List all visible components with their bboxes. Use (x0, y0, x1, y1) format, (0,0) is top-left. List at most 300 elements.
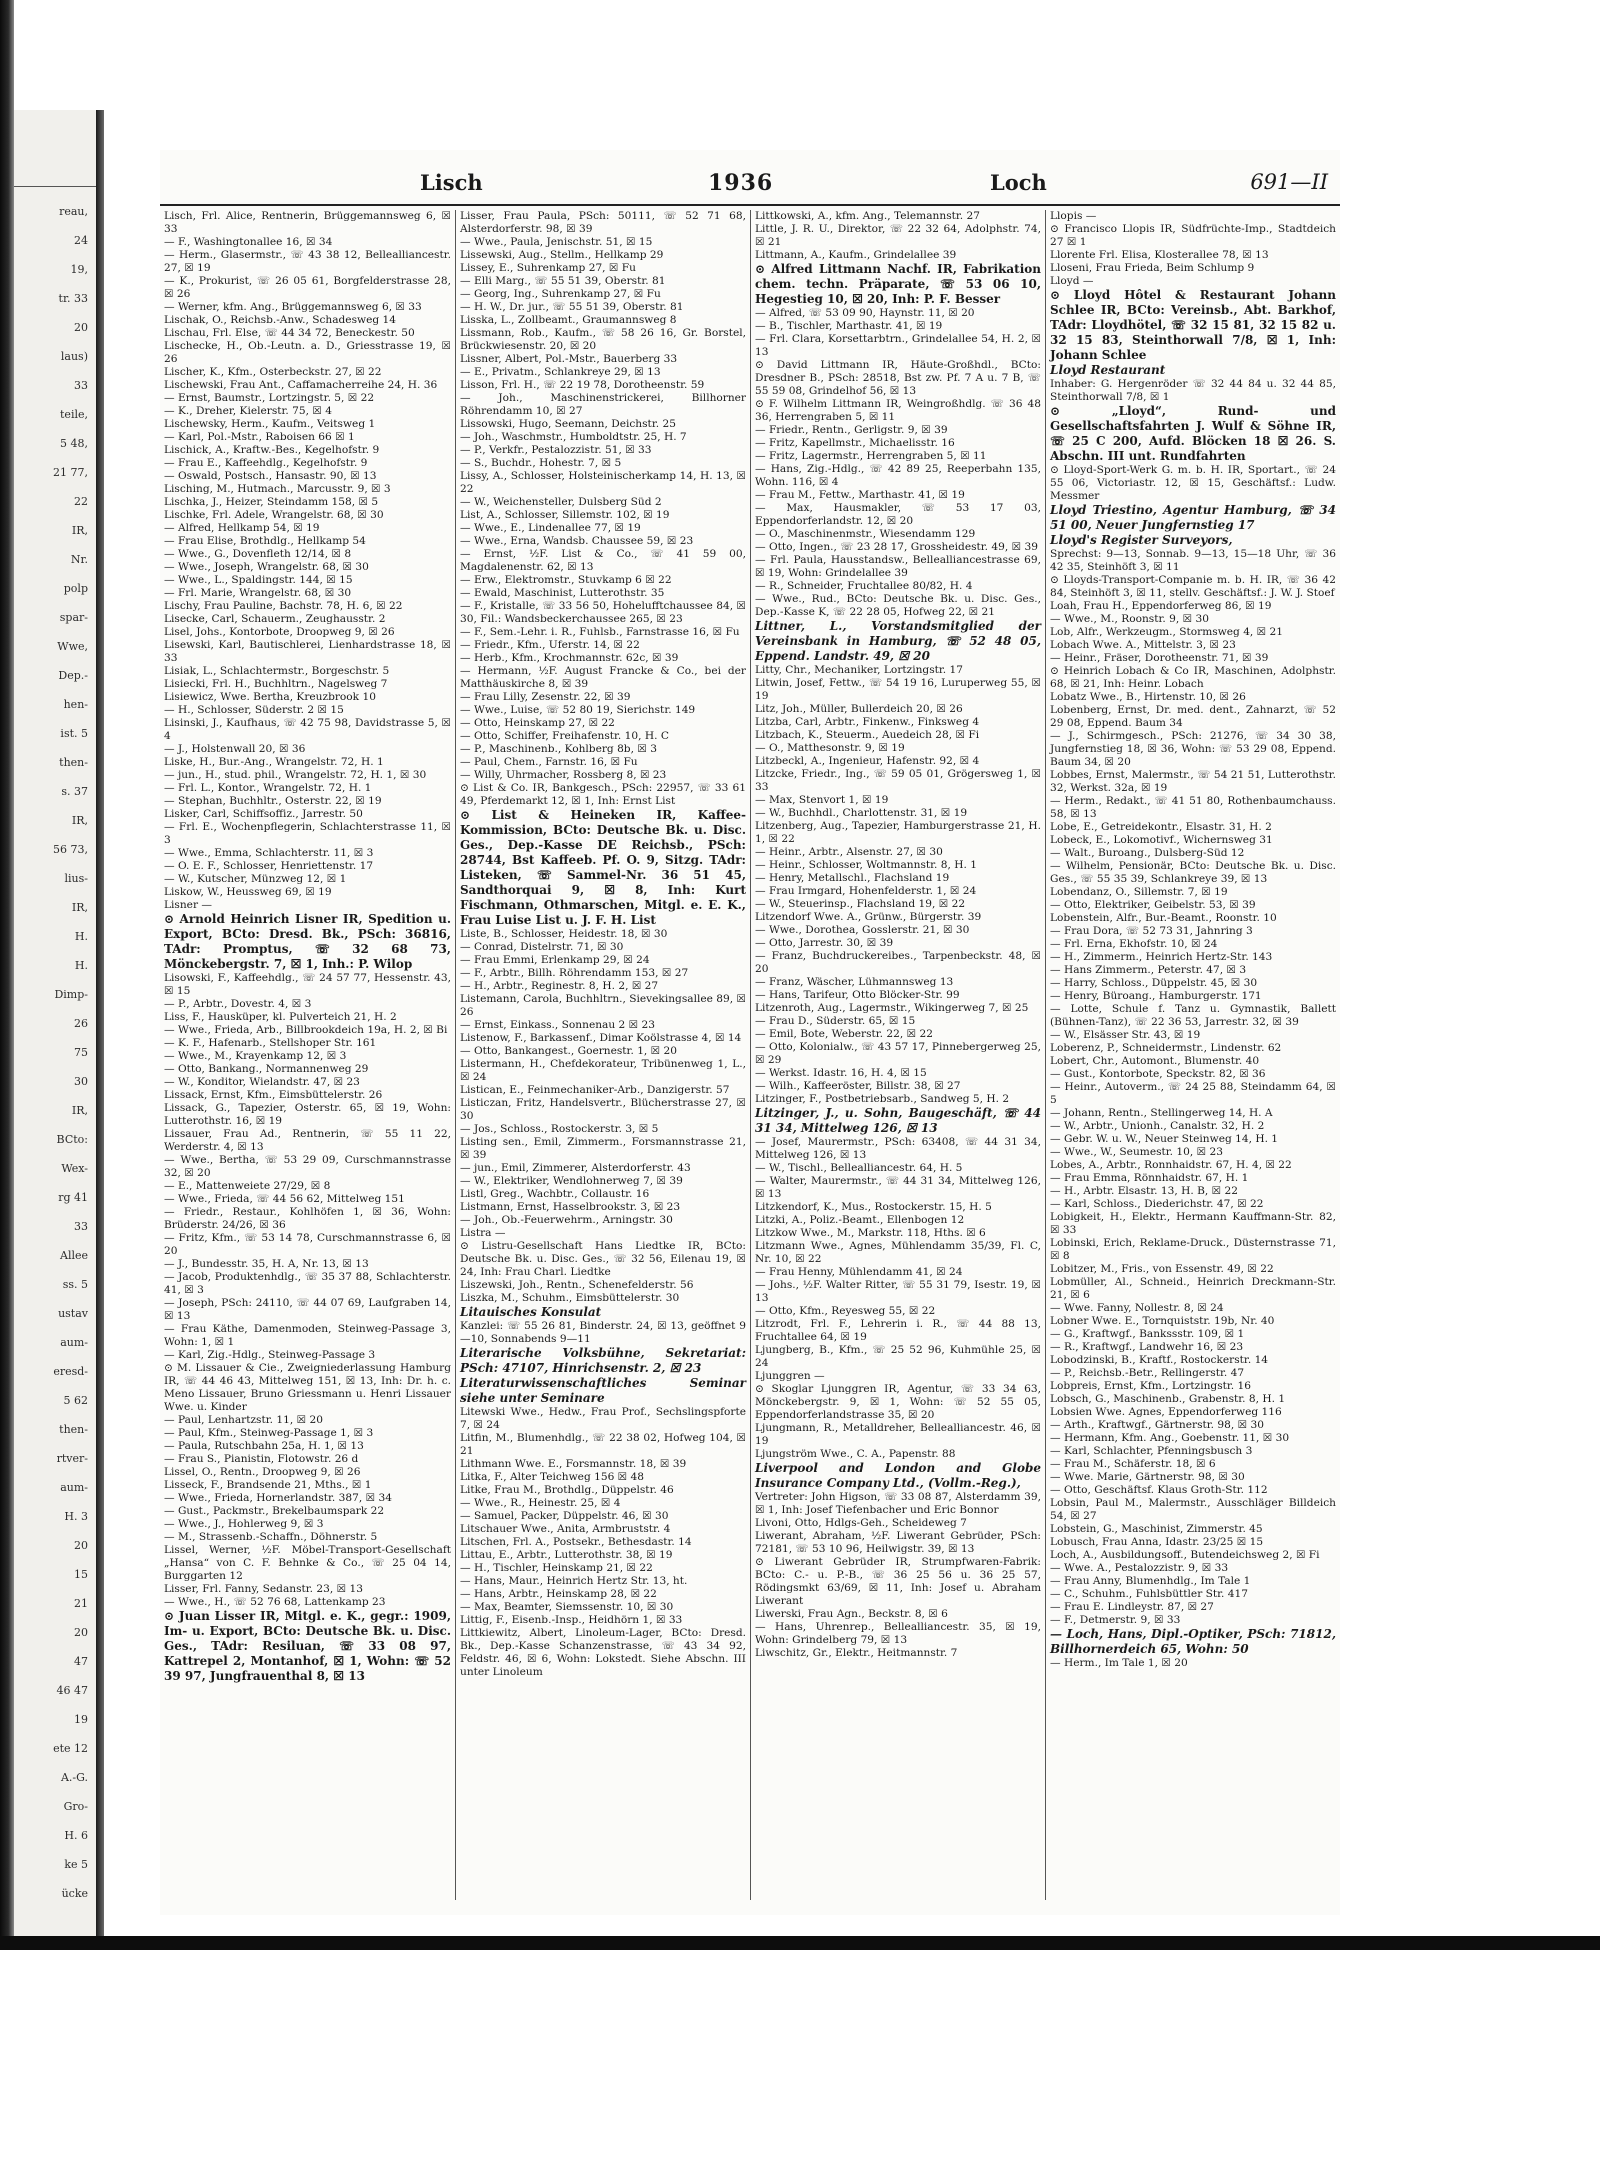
directory-entry: Lisel, Johs., Kontorbote, Droopweg 9, ☒ 26 (164, 626, 395, 638)
directory-entry: — Frau Käthe, Damenmoden, Steinweg-Passage 3, Wohn: 1, ☒ 1 (164, 1323, 451, 1348)
directory-entry: Liszewski, Joh., Rentn., Schenefelderstr. 56 (460, 1279, 694, 1291)
directory-entry: Lisiak, L., Schlachtermstr., Borgeschstr. 5 (164, 665, 390, 677)
previous-page-fragment: Dimp- (54, 988, 88, 1001)
directory-entry: — Joseph, PSch: 24110, ☏ 44 07 69, Laufgraben 14, ☒ 13 (164, 1297, 451, 1322)
directory-entry: ⊙ Alfred Littmann Nachf. IR, Fabrikation chem. techn. Präparate, ☏ 53 06 10, Hegestieg 10, ☒ 20, Inh: P. F. Besser (755, 262, 1041, 306)
directory-entry: — Gebr. W. u. W., Neuer Steinweg 14, H. 1 (1050, 1133, 1279, 1145)
previous-page-fragment: 22 (74, 495, 88, 508)
previous-page-fragment: ustav (58, 1307, 88, 1320)
previous-page-fragment: ücke (61, 1887, 88, 1900)
directory-entry: — Joh., Maschinenstrickerei, Billhorner Röhrendamm 10, ☒ 27 (460, 392, 746, 417)
directory-entry: — Ernst, Einkass., Sonnenau 2 ☒ 23 (460, 1019, 655, 1031)
directory-entry: ⊙ List & Co. IR, Bankgesch., PSch: 22957, ☏ 33 61 49, Pferdemarkt 12, ☒ 1, Inh: Ernst List (460, 782, 746, 807)
directory-entry: Litzenberg, Aug., Tapezier, Hamburgerstrasse 21, H. 1, ☒ 22 (755, 820, 1041, 845)
directory-entry: — Otto, Bankangest., Goernestr. 1, ☒ 20 (460, 1045, 678, 1057)
previous-page-fragment: Wex- (61, 1162, 88, 1175)
directory-entry: — Karl, Pol.-Mstr., Raboisen 66 ☒ 1 (164, 431, 355, 443)
directory-entry: Listra — (460, 1227, 506, 1239)
directory-entry: ⊙ David Littmann IR, Häute-Großhdl., BCto: Dresdner B., PSch: 28518, Bst zw. Pf. 7 A u. 7 B, ☏ 55 59 08, Grindelhof 56, ☒ 13 (755, 359, 1041, 397)
directory-entry: — Frl. E., Wochenpflegerin, Schlachterstrasse 11, ☒ 3 (164, 821, 451, 846)
directory-page (160, 150, 1340, 1915)
directory-entry: Lischke, Frl. Adele, Wrangelstr. 68, ☒ 30 (164, 509, 384, 521)
directory-entry: — Gust., Packmstr., Brekelbaumspark 22 (164, 1505, 385, 1517)
previous-page-fragment: 46 47 (56, 1684, 88, 1697)
directory-entry: Litzba, Carl, Arbtr., Finkenw., Finksweg 4 (755, 716, 980, 728)
directory-entry: — Frl. Clara, Korsettarbtrn., Grindelallee 54, H. 2, ☒ 13 (755, 333, 1041, 358)
previous-page-fragment: 24 (74, 234, 88, 247)
directory-entry: Ljungström Wwe., C. A., Papenstr. 88 (755, 1448, 956, 1460)
column-1 (160, 210, 455, 1900)
directory-entry: Lobmüller, Al., Schneid., Heinrich Dreckmann-Str. 21, ☒ 6 (1050, 1276, 1336, 1301)
previous-page-fragment: aum- (60, 1336, 88, 1349)
directory-entry: List, A., Schlosser, Sillemstr. 102, ☒ 19 (460, 509, 670, 521)
directory-entry: — Georg, Ing., Suhrenkamp 27, ☒ Fu (460, 288, 661, 300)
previous-page-fragment: 75 (74, 1046, 88, 1059)
directory-entry: — jun., H., stud. phil., Wrangelstr. 72, H. 1, ☒ 30 (164, 769, 427, 781)
directory-entry: — Wilh., Kaffeeröster, Billstr. 38, ☒ 27 (755, 1080, 961, 1092)
previous-page-fragment: IR, (71, 901, 88, 914)
directory-entry: — Friedr., Restaur., Kohlhöfen 1, ☒ 36, Wohn: Brüderstr. 24/26, ☒ 36 (164, 1206, 451, 1231)
directory-entry: — O., Matthesonstr. 9, ☒ 19 (755, 742, 905, 754)
directory-entry: Lloyd Restaurant (1050, 363, 1166, 377)
directory-entry: Lischewski, Frau Ant., Caffamacherreihe 24, H. 36 (164, 379, 438, 391)
directory-entry: — Arth., Kraftwgf., Gärtnerstr. 98, ☒ 30 (1050, 1419, 1264, 1431)
directory-entry: — Johs., ½F. Walter Ritter, ☏ 55 31 79, Isestr. 19, ☒ 13 (755, 1279, 1041, 1304)
directory-entry: Littig, F., Eisenb.-Insp., Heidhörn 1, ☒ 33 (460, 1614, 683, 1626)
directory-entry: — J., Bundesstr. 35, H. A, Nr. 13, ☒ 13 (164, 1258, 369, 1270)
directory-entry: Litzinger, F., Postbetriebsarb., Sandweg 5, H. 2 (755, 1093, 1010, 1105)
directory-entry: — O. E. F., Schlosser, Henriettenstr. 17 (164, 860, 374, 872)
directory-entry: — Ernst, ½F. List & Co., ☏ 41 59 00, Magdalenenstr. 62, ☒ 13 (460, 548, 746, 573)
directory-entry: — Otto, Jarrestr. 30, ☒ 39 (755, 937, 894, 949)
directory-entry: Lobinski, Erich, Reklame-Druck., Düsternstrasse 71, ☒ 8 (1050, 1237, 1336, 1262)
directory-entry: Literarische Volksbühne, Sekretariat: PSch: 47107, Hinrichsenstr. 2, ☒ 23 (460, 1346, 746, 1375)
directory-entry: — Paula, Rutschbahn 25a, H. 1, ☒ 13 (164, 1440, 364, 1452)
directory-entry: — Frau Irmgard, Hohenfelderstr. 1, ☒ 24 (755, 885, 977, 897)
previous-page-fragment: ist. 5 (60, 727, 88, 740)
directory-entry: — P., Reichsb.-Betr., Rellingerstr. 47 (1050, 1367, 1245, 1379)
previous-page-fragment: Wwe, (57, 640, 88, 653)
directory-entry: Lobigkeit, H., Elektr., Hermann Kauffmann-Str. 82, ☒ 33 (1050, 1211, 1336, 1236)
directory-entry: Listiczan, Fritz, Handelsvertr., Blücherstrasse 27, ☒ 30 (460, 1097, 746, 1122)
directory-entry: Lobitzer, M., Fris., von Essenstr. 49, ☒ 22 (1050, 1263, 1274, 1275)
directory-entry: Litzenroth, Aug., Lagermstr., Wikingerweg 7, ☒ 25 (755, 1002, 1029, 1014)
directory-entry: — K., Prokurist, ☏ 26 05 61, Borgfelderstrasse 28, ☒ 26 (164, 275, 451, 300)
directory-entry: Lischer, K., Kfm., Osterbeckstr. 27, ☒ 22 (164, 366, 382, 378)
directory-entry: Lissey, E., Suhrenkamp 27, ☒ Fu (460, 262, 636, 274)
directory-entry: Lissauer, Frau Ad., Rentnerin, ☏ 55 11 22, Werderstr. 4, ☒ 13 (164, 1128, 451, 1153)
directory-entry: Lisecke, Carl, Schauerm., Zeughausstr. 2 (164, 613, 386, 625)
previous-page-fragment: laus) (60, 350, 88, 363)
directory-entry: Lobbes, Ernst, Malermstr., ☏ 54 21 51, Lutterothstr. 32, Werkst. 32a, ☒ 19 (1050, 769, 1336, 794)
directory-entry: — Wwe. Marie, Gärtnerstr. 98, ☒ 30 (1050, 1471, 1245, 1483)
directory-entry: Lissner, Albert, Pol.-Mstr., Bauerberg 33 (460, 353, 678, 365)
directory-entry: — Wwe., M., Krayenkamp 12, ☒ 3 (164, 1050, 347, 1062)
directory-entry: Liste, B., Schlosser, Heidestr. 18, ☒ 30 (460, 928, 668, 940)
directory-entry: — Gust., Kontorbote, Speckstr. 82, ☒ 36 (1050, 1068, 1266, 1080)
previous-page-fragment: tr. 33 (58, 292, 88, 305)
directory-entry: — Samuel, Packer, Düppelstr. 46, ☒ 30 (460, 1510, 669, 1522)
directory-entry: Litschen, Frl. A., Postsekr., Bethesdastr. 14 (460, 1536, 692, 1548)
directory-entry: — Wwe., E., Lindenallee 77, ☒ 19 (460, 522, 641, 534)
previous-page-fragment: BCto: (56, 1133, 88, 1146)
directory-entry: — Frau Emmi, Erlenkamp 29, ☒ 24 (460, 954, 650, 966)
directory-entry: — Karl, Schloss., Diederichstr. 47, ☒ 22 (1050, 1198, 1264, 1210)
directory-entry: Lisch, Frl. Alice, Rentnerin, Brüggemannsweg 6, ☒ 33 (164, 210, 451, 235)
directory-entry: — F., Detmerstr. 9, ☒ 33 (1050, 1614, 1181, 1626)
previous-page-fragment: eresd- (53, 1365, 88, 1378)
directory-entry: — Wwe., G., Dovenfleth 12/14, ☒ 8 (164, 548, 352, 560)
directory-entry: — C., Schuhm., Fuhlsbüttler Str. 417 (1050, 1588, 1248, 1600)
directory-entry: Litfin, M., Blumenhdlg., ☏ 22 38 02, Hofweg 104, ☒ 21 (460, 1432, 746, 1457)
previous-page-fragment: 19, (70, 263, 88, 276)
directory-entry: — Wwe., Paula, Jenischstr. 51, ☒ 15 (460, 236, 653, 248)
directory-entry: — Max, Stenvort 1, ☒ 19 (755, 794, 889, 806)
directory-columns (160, 210, 1340, 1900)
directory-entry: — Frau Henny, Mühlendamm 41, ☒ 24 (755, 1266, 963, 1278)
directory-entry: Lisser, Frau Paula, PSch: 50111, ☏ 52 71 68, Alsterdorferstr. 98, ☒ 39 (460, 210, 746, 235)
previous-page-fragment: H. 3 (64, 1510, 88, 1523)
directory-entry: — Frl. Paula, Hausstandsw., Bellealliancestrasse 69, ☒ 19, Wohn: Grindelallee 39 (755, 554, 1041, 579)
directory-entry: ⊙ Francisco Llopis IR, Südfrüchte-Imp., Stadtdeich 27 ☒ 1 (1050, 223, 1336, 248)
directory-entry: ⊙ List & Heineken IR, Kaffee-Kommission, BCto: Deutsche Bk. u. Disc. Ges., Dep.-Kasse DE Reichsb., PSch: 28744, Bst Kaffeeb. Pf. O. 9, Sitzg. TAdr: Listeken, ☏ Sammel-Nr. 36 51 45, Sandthorquai 9, ☒ 8, Inh: Kurt Fischmann, Othmarschen, Mitgl. e. E. K., Frau Luise List u. J. F. H. List (460, 808, 746, 927)
directory-entry: Litzkow Wwe., M., Markstr. 118, Hths. ☒ 6 (755, 1227, 986, 1239)
previous-page-fragment: 5 48, (60, 437, 88, 450)
directory-entry: — Wwe., Bertha, ☏ 53 29 09, Curschmannstrasse 32, ☒ 20 (164, 1154, 451, 1179)
directory-entry: — Johann, Rentn., Stellingerweg 14, H. A (1050, 1107, 1273, 1119)
directory-entry: — Ewald, Maschinist, Lutterothstr. 35 (460, 587, 665, 599)
directory-entry: — Wwe. Fanny, Nollestr. 8, ☒ 24 (1050, 1302, 1224, 1314)
directory-entry: — Otto, Geschäftsf. Klaus Groth-Str. 112 (1050, 1484, 1268, 1496)
directory-entry: — Fritz, Lagermstr., Herrengraben 5, ☒ 11 (755, 450, 987, 462)
directory-entry: — F., Arbtr., Billh. Röhrendamm 153, ☒ 27 (460, 967, 689, 979)
previous-page-fragment: 20 (74, 1626, 88, 1639)
previous-page-fragment: H. (74, 930, 88, 943)
directory-entry: — Joh., Waschmstr., Humboldtstr. 25, H. 7 (460, 431, 687, 443)
directory-entry: Lob, Alfr., Werkzeugm., Stormsweg 4, ☒ 21 (1050, 626, 1284, 638)
directory-entry: — Loch, Hans, Dipl.-Optiker, PSch: 71812, Billhornerdeich 65, Wohn: 50 (1050, 1627, 1336, 1656)
directory-entry: ⊙ „Lloyd“, Rund- und Gesellschaftsfahrten J. Wulf & Söhne IR, ☏ 25 C 200, Aufd. Blöcken 18 ☒ 26. S. Abschn. III unt. Rundfahrten (1050, 404, 1336, 463)
directory-entry: Lobner Wwe. E., Tornquiststr. 19b, Nr. 40 (1050, 1315, 1275, 1327)
directory-entry: Lisser, Frl. Fanny, Sedanstr. 23, ☒ 13 (164, 1583, 363, 1595)
directory-entry: Litzbach, K., Steuerm., Auedeich 28, ☒ Fi (755, 729, 980, 741)
directory-entry: Loberenz, P., Schneidermstr., Lindenstr. 62 (1050, 1042, 1282, 1054)
directory-entry: — W., Arbtr., Unionh., Canalstr. 32, H. 2 (1050, 1120, 1265, 1132)
directory-entry: — W., Steuerinsp., Flachsland 19, ☒ 22 (755, 898, 966, 910)
directory-entry: — Jos., Schloss., Rostockerstr. 3, ☒ 5 (460, 1123, 659, 1135)
directory-entry: — Wwe., W., Seumestr. 10, ☒ 23 (1050, 1146, 1223, 1158)
previous-page-fragment: 56 73, (53, 843, 88, 856)
directory-entry: — Frau Emma, Rönnhaidstr. 67, H. 1 (1050, 1172, 1249, 1184)
directory-entry: — Frau Anny, Blumenhdlg., Im Tale 1 (1050, 1575, 1251, 1587)
directory-entry: — Frl. L., Kontor., Wrangelstr. 72, H. 1 (164, 782, 372, 794)
directory-entry: Lischy, Frau Pauline, Bachstr. 78, H. 6, ☒ 22 (164, 600, 403, 612)
previous-page-fragment: rtver- (56, 1452, 88, 1465)
directory-entry: Listl, Greg., Wachbtr., Collaustr. 16 (460, 1188, 650, 1200)
directory-entry: Lobert, Chr., Automont., Blumenstr. 40 (1050, 1055, 1260, 1067)
directory-entry: Litzcke, Friedr., Ing., ☏ 59 05 01, Grögersweg 1, ☒ 33 (755, 768, 1041, 793)
directory-entry: — Otto, Ingen., ☏ 23 28 17, Grossheidestr. 49, ☒ 39 (755, 541, 1038, 553)
directory-entry: — Wwe., R., Heinestr. 25, ☒ 4 (460, 1497, 621, 1509)
directory-entry: — Wwe., Luise, ☏ 52 80 19, Sierichstr. 149 (460, 704, 696, 716)
directory-entry: — Josef, Maurermstr., PSch: 63408, ☏ 44 31 34, Mittelweg 126, ☒ 13 (755, 1136, 1041, 1161)
previous-page-fragment: 20 (74, 321, 88, 334)
directory-entry: Lobusch, Frau Anna, Idastr. 23/25 ☒ 15 (1050, 1536, 1264, 1548)
directory-entry: Lobe, E., Getreidekontr., Elsastr. 31, H. 2 (1050, 821, 1272, 833)
directory-entry: — Wwe., Joseph, Wrangelstr. 68, ☒ 30 (164, 561, 369, 573)
directory-entry: ⊙ Skoglar Ljunggren IR, Agentur, ☏ 33 34 63, Mönckebergstr. 9, ☒ 1, Wohn: ☏ 52 55 05, Eppendorferlandstrasse 35, ☒ 20 (755, 1383, 1041, 1421)
previous-page-fragment: then- (59, 1423, 88, 1436)
directory-entry: Litz, Joh., Müller, Bullerdeich 20, ☒ 26 (755, 703, 963, 715)
directory-entry: — Otto, Kfm., Reyesweg 55, ☒ 22 (755, 1305, 936, 1317)
previous-page-fragment: Dep.- (58, 669, 88, 682)
directory-entry: — H., Arbtr. Elsastr. 13, H. B, ☒ 22 (1050, 1185, 1238, 1197)
directory-entry: — Friedr., Rentn., Gerligstr. 9, ☒ 39 (755, 424, 948, 436)
column-4 (1045, 210, 1340, 1900)
previous-page-fragment: 20 (74, 1539, 88, 1552)
previous-page-fragment: 19 (74, 1713, 88, 1726)
previous-page-fragment: 33 (74, 379, 88, 392)
previous-page-fragment: reau, (59, 205, 88, 218)
page-header (160, 170, 1340, 200)
directory-entry: — jun., Emil, Zimmerer, Alsterdorferstr. 43 (460, 1162, 691, 1174)
previous-page-fragment: 21 (74, 1597, 88, 1610)
directory-entry: Litwin, Josef, Fettw., ☏ 54 19 16, Luruperweg 55, ☒ 19 (755, 677, 1041, 702)
previous-page-fragment: IR, (71, 1104, 88, 1117)
directory-entry: — Hans, Tarifeur, Otto Blöcker-Str. 99 (755, 989, 960, 1001)
directory-entry: Litzinger, J., u. Sohn, Baugeschäft, ☏ 44 31 34, Mittelweg 126, ☒ 13 (755, 1106, 1041, 1135)
directory-entry: — Frl. Marie, Wrangelstr. 68, ☒ 30 (164, 587, 352, 599)
directory-entry: Listermann, H., Chefdekorateur, Tribünenweg 1, L., ☒ 24 (460, 1058, 746, 1083)
directory-entry: — H., Tischler, Heinskamp 21, ☒ 22 (460, 1562, 653, 1574)
directory-entry: Lisowski, F., Kaffeehdlg., ☏ 24 57 77, Hessenstr. 43, ☒ 15 (164, 972, 451, 997)
directory-entry: Lisiecki, Frl. H., Buchhltrn., Nagelsweg 7 (164, 678, 388, 690)
directory-entry: Litschauer Wwe., Anita, Armbruststr. 4 (460, 1523, 671, 1535)
directory-entry: — Henry, Metallschl., Flachsland 19 (755, 872, 950, 884)
directory-entry: — W., Buchhdl., Charlottenstr. 31, ☒ 19 (755, 807, 968, 819)
directory-entry: — Joh., Ob.-Feuerwehrm., Arningstr. 30 (460, 1214, 673, 1226)
directory-entry: ⊙ Arnold Heinrich Lisner IR, Spedition u. Export, BCto: Dresd. Bk., PSch: 36816, TAdr: Promptus, ☏ 32 68 73, Mönckebergstr. 7, ☒ 1, Inh.: P. Wilop (164, 912, 451, 971)
directory-entry: — Heinr., Autoverm., ☏ 24 25 88, Steindamm 64, ☒ 5 (1050, 1081, 1336, 1106)
directory-entry: ⊙ Listru-Gesellschaft Hans Liedtke IR, BCto: Deutsche Bk. u. Disc. Ges., ☏ 32 56, Eilenau 19, ☒ 24, Inh: Frau Charl. Liedtke (460, 1240, 746, 1278)
directory-entry: Lissel, Werner, ½F. Möbel-Transport-Gesellschaft „Hansa“ von C. F. Behnke & Co., ☏ 25 04 14, Burggarten 12 (164, 1544, 451, 1582)
previous-page-fragment: rg 41 (58, 1191, 88, 1204)
directory-entry: — Fritz, Kfm., ☏ 53 14 78, Curschmannstrasse 6, ☒ 20 (164, 1232, 451, 1257)
scan-edge (0, 0, 14, 1940)
previous-page-fragment: 47 (74, 1655, 88, 1668)
directory-entry: Lobes, A., Arbtr., Ronnhaidstr. 67, H. 4, ☒ 22 (1050, 1159, 1292, 1171)
directory-entry: — Frau Dora, ☏ 52 73 31, Jahnring 3 (1050, 925, 1253, 937)
directory-entry: — Oswald, Postsch., Hansastr. 90, ☒ 13 (164, 470, 377, 482)
directory-entry: ⊙ M. Lissauer & Cie., Zweigniederlassung Hamburg IR, ☏ 44 46 43, Mittelweg 151, ☒ 13, Inh: Dr. h. c. Meno Lissauer, Bruno Griessmann u. Henri Lissauer Wwe. u. Kinder (164, 1362, 451, 1413)
directory-entry: Lissack, Ernst, Kfm., Eimsbüttelerstr. 26 (164, 1089, 383, 1101)
directory-entry: — Alfred, Hellkamp 54, ☒ 19 (164, 522, 320, 534)
previous-page-fragment: hen- (63, 698, 88, 711)
directory-entry: — Hans, Zig.-Hdlg., ☏ 42 89 25, Reeperbahn 135, Wohn. 116, ☒ 4 (755, 463, 1041, 488)
directory-entry: Lischecke, H., Ob.-Leutn. a. D., Griesstrasse 19, ☒ 26 (164, 340, 451, 365)
directory-entry: — Wwe. A., Pestalozzistr. 9, ☒ 33 (1050, 1562, 1229, 1574)
directory-entry: Lissowski, Hugo, Seemann, Deichstr. 25 (460, 418, 676, 430)
directory-entry: Litewski Wwe., Hedw., Frau Prof., Sechslingspforte 7, ☒ 24 (460, 1406, 746, 1431)
directory-entry: — Hans Zimmerm., Peterstr. 47, ☒ 3 (1050, 964, 1247, 976)
directory-entry: Lissewski, Aug., Stellm., Hellkamp 29 (460, 249, 664, 261)
previous-page-fragment: teile, (60, 408, 88, 421)
directory-entry: — O., Maschinenmstr., Wiesendamm 129 (755, 528, 976, 540)
directory-entry: — Otto, Elektriker, Geibelstr. 53, ☒ 39 (1050, 899, 1256, 911)
directory-entry: — Wwe., Frieda, Arb., Billbrookdeich 19a, H. 2, ☒ Bi (164, 1024, 448, 1036)
directory-entry: — Lotte, Schule f. Tanz u. Gymnastik, Ballett (Bühnen-Tanz), ☏ 22 36 53, Jarrestr. 32, ☒ 39 (1050, 1003, 1336, 1028)
directory-entry: Liszka, M., Schuhm., Eimsbüttelerstr. 30 (460, 1292, 680, 1304)
directory-entry: Lissack, G., Tapezier, Osterstr. 65, ☒ 19, Wohn: Lutterothstr. 16, ☒ 19 (164, 1102, 451, 1127)
directory-entry: — B., Tischler, Marthastr. 41, ☒ 19 (755, 320, 943, 332)
directory-entry: — Heinr., Arbtr., Alsenstr. 27, ☒ 30 (755, 846, 943, 858)
directory-entry: — Hermann, ½F. August Francke & Co., bei der Matthäuskirche 8, ☒ 39 (460, 665, 746, 690)
directory-entry: Loah, Frau H., Eppendorferweg 86, ☒ 19 (1050, 600, 1272, 612)
previous-page-fragment: lius- (64, 872, 88, 885)
directory-entry: Lisson, Frl. H., ☏ 22 19 78, Dorotheenstr. 59 (460, 379, 705, 391)
directory-entry: Liwschitz, Gr., Elektr., Heitmannstr. 7 (755, 1647, 958, 1659)
directory-entry: Lloyd Triestino, Agentur Hamburg, ☏ 34 51 00, Neuer Jungfernstieg 17 (1050, 503, 1336, 532)
directory-entry: — Paul, Lenhartzstr. 11, ☒ 20 (164, 1414, 323, 1426)
directory-entry: Llopis — (1050, 210, 1097, 222)
directory-entry: Littner, L., Vorstandsmitglied der Vereinsbank in Hamburg, ☏ 52 48 05, Eppend. Landstr. 49, ☒ 20 (755, 619, 1041, 663)
directory-entry: Litzkendorf, K., Mus., Rostockerstr. 15, H. 5 (755, 1201, 992, 1213)
directory-entry: — Walter, Maurermstr., ☏ 44 31 34, Mittelweg 126, ☒ 13 (755, 1175, 1041, 1200)
directory-entry: — E., Mattenweiete 27/29, ☒ 8 (164, 1180, 331, 1192)
directory-entry: — Franz, Buchdruckereibes., Tarpenbeckstr. 48, ☒ 20 (755, 950, 1041, 975)
directory-entry: Lobach Wwe. A., Mittelstr. 3, ☒ 23 (1050, 639, 1236, 651)
directory-entry: — Wwe., Frieda, ☏ 44 56 62, Mittelweg 151 (164, 1193, 405, 1205)
directory-entry: Lobenstein, Alfr., Bur.-Beamt., Roonstr. 10 (1050, 912, 1277, 924)
directory-entry: Lisewski, Karl, Bautischlerei, Lienhardstrasse 18, ☒ 33 (164, 639, 451, 664)
directory-entry: — Karl, Zig.-Hdlg., Steinweg-Passage 3 (164, 1349, 376, 1361)
directory-entry: Kanzlei: ☏ 55 26 81, Binderstr. 24, ☒ 13, geöffnet 9—10, Sonnabends 9—11 (460, 1320, 746, 1345)
directory-entry: — Wwe., J., Hohlerweg 9, ☒ 3 (164, 1518, 324, 1530)
directory-entry: — W., Weichensteller, Dulsberg Süd 2 (460, 496, 662, 508)
directory-entry: — Wilhelm, Pensionär, BCto: Deutsche Bk. u. Disc. Ges., ☏ 55 35 39, Schlankreye 39, ☒ 13 (1050, 860, 1336, 885)
directory-entry: — E., Privatm., Schlankreye 29, ☒ 13 (460, 366, 661, 378)
directory-entry: Lloyd's Register Surveyors, (1050, 533, 1233, 547)
directory-entry: Lisseck, F., Brandsende 21, Mths., ☒ 1 (164, 1479, 372, 1491)
column-3 (750, 210, 1045, 1900)
directory-entry: Listemann, Carola, Buchhltrn., Sievekingsallee 89, ☒ 26 (460, 993, 746, 1018)
directory-entry: Litke, Frau M., Brothdlg., Düppelstr. 46 (460, 1484, 674, 1496)
directory-entry: — Wwe., Emma, Schlachterstr. 11, ☒ 3 (164, 847, 374, 859)
directory-entry: Inhaber: G. Hergenröder ☏ 32 44 84 u. 32 44 85, Steinthorwall 7/8, ☒ 1 (1050, 378, 1336, 403)
directory-entry: Lobsien Wwe. Agnes, Eppendorferweg 116 (1050, 1406, 1282, 1418)
directory-entry: Lobodzinski, B., Kraftf., Rostockerstr. 14 (1050, 1354, 1269, 1366)
directory-entry: Lobpreis, Ernst, Kfm., Lortzingstr. 16 (1050, 1380, 1252, 1392)
directory-entry: Litzmann Wwe., Agnes, Mühlendamm 35/39, Fl. C, Nr. 10, ☒ 22 (755, 1240, 1041, 1265)
directory-entry: Lisching, M., Hutmach., Marcusstr. 9, ☒ 3 (164, 483, 391, 495)
directory-entry: Lischak, O., Reichsb.-Anw., Schadesweg 14 (164, 314, 396, 326)
directory-entry: Litzendorf Wwe. A., Grünw., Bürgerstr. 39 (755, 911, 982, 923)
directory-entry: Littmann, A., Kaufm., Grindelallee 39 (755, 249, 957, 261)
directory-entry: — Wwe., H., ☏ 52 76 68, Lattenkamp 23 (164, 1596, 386, 1608)
directory-entry: — Otto, Schiffer, Freihafenstr. 10, H. C (460, 730, 669, 742)
directory-entry: Lischka, J., Heizer, Steindamm 158, ☒ 5 (164, 496, 379, 508)
directory-entry: Listing sen., Emil, Zimmerm., Forsmannstrasse 21, ☒ 39 (460, 1136, 746, 1161)
previous-page-fragment: ete 12 (53, 1742, 88, 1755)
header-left-word: Lisch (420, 170, 483, 195)
previous-page-fragment: spar- (59, 611, 88, 624)
directory-entry: — W., Tischl., Bellealliancestr. 64, H. 5 (755, 1162, 963, 1174)
directory-entry: — Frau M., Schäferstr. 18, ☒ 6 (1050, 1458, 1216, 1470)
previous-page-fragment: Allee (60, 1249, 88, 1262)
directory-entry: — Herm., Im Tale 1, ☒ 20 (1050, 1657, 1188, 1669)
directory-entry: — K., Dreher, Kielerstr. 75, ☒ 4 (164, 405, 332, 417)
directory-entry: — P., Arbtr., Dovestr. 4, ☒ 3 (164, 998, 312, 1010)
directory-entry: — Max, Hausmakler, ☏ 53 17 03, Eppendorferlandstr. 12, ☒ 20 (755, 502, 1041, 527)
directory-entry: — Werner, kfm. Ang., Brüggemannsweg 6, ☒ 33 (164, 301, 422, 313)
previous-page-fragment: ke 5 (64, 1858, 88, 1871)
directory-entry: Listican, E., Feinmechaniker-Arb., Danzigerstr. 57 (460, 1084, 730, 1096)
previous-page-fragment: 26 (74, 1017, 88, 1030)
directory-entry: — Frau E. Lindleystr. 87, ☒ 27 (1050, 1601, 1214, 1613)
directory-entry: Lloseni, Frau Frieda, Beim Schlump 9 (1050, 262, 1255, 274)
previous-page-fragment: 5 62 (63, 1394, 88, 1407)
directory-entry: Ljungmann, R., Metalldreher, Bellealliancestr. 46, ☒ 19 (755, 1422, 1041, 1447)
directory-entry: — Erw., Elektromstr., Stuvkamp 6 ☒ 22 (460, 574, 672, 586)
previous-page-fragment: polp (63, 582, 88, 595)
directory-entry: — W., Elsässer Str. 43, ☒ 19 (1050, 1029, 1201, 1041)
directory-entry: Sprechst: 9—13, Sonnab. 9—13, 15—18 Uhr, ☏ 36 42 35, Steinhöft 3, ☒ 11 (1050, 548, 1336, 573)
directory-entry: Lisinski, J., Kaufhaus, ☏ 42 75 98, Davidstrasse 5, ☒ 4 (164, 717, 451, 742)
directory-entry: ⊙ Lloyd-Sport-Werk G. m. b. H. IR, Sportart., ☏ 24 55 06, Victoriastr. 12, ☒ 15, Geschäftsf.: Ludw. Messmer (1050, 464, 1336, 502)
directory-entry: Litauisches Konsulat (460, 1305, 602, 1319)
directory-entry: — S., Buchdr., Hohestr. 7, ☒ 5 (460, 457, 622, 469)
directory-entry: — Paul, Chem., Farnstr. 16, ☒ Fu (460, 756, 638, 768)
directory-entry: Ljunggren — (755, 1370, 825, 1382)
directory-entry: Littkiewitz, Albert, Linoleum-Lager, BCto: Dresd. Bk., Dep.-Kasse Schanzenstrasse, ☏ 43 34 92, Feldstr. 46, ☒ 6, Wohn: Lokstedt. Siehe Abschn. III unter Linoleum (460, 1627, 746, 1678)
directory-entry: — Conrad, Distelrstr. 71, ☒ 30 (460, 941, 624, 953)
directory-entry: — Wwe., Dorothea, Gosslerstr. 21, ☒ 30 (755, 924, 970, 936)
directory-entry: — Herb., Kfm., Krochmannstr. 62c, ☒ 39 (460, 652, 679, 664)
directory-entry: Lisska, L., Zollbeamt., Graumannsweg 8 (460, 314, 677, 326)
directory-entry: — Heinr., Schlosser, Woltmannstr. 8, H. 1 (755, 859, 977, 871)
header-right-word: Loch (990, 170, 1047, 195)
previous-page-rule (14, 186, 96, 187)
directory-entry: Liwerski, Frau Agn., Beckstr. 8, ☒ 6 (755, 1608, 948, 1620)
directory-entry: — Jacob, Produktenhdlg., ☏ 35 37 88, Schlachterstr. 41, ☒ 3 (164, 1271, 451, 1296)
previous-page-fragment: then- (59, 756, 88, 769)
directory-entry: — Hans, Uhrenrep., Bellealliancestr. 35, ☒ 19, Wohn: Grindelberg 79, ☒ 13 (755, 1621, 1041, 1646)
directory-entry: — Karl, Schlachter, Pfenningsbusch 3 (1050, 1445, 1253, 1457)
directory-entry: ⊙ F. Wilhelm Littmann IR, Weingroßhdlg. ☏ 36 48 36, Herrengraben 5, ☒ 11 (755, 398, 1041, 423)
directory-entry: — Frau D., Süderstr. 65, ☒ 15 (755, 1015, 916, 1027)
directory-entry: — R., Kraftwgf., Landwehr 16, ☒ 23 (1050, 1341, 1244, 1353)
previous-page-fragment: IR, (71, 814, 88, 827)
binding-gutter (96, 110, 104, 1940)
directory-entry: — Hermann, Kfm. Ang., Goebenstr. 11, ☒ 30 (1050, 1432, 1290, 1444)
directory-entry: Ljungberg, B., Kfm., ☏ 25 52 96, Kuhmühle 25, ☒ 24 (755, 1344, 1041, 1369)
directory-entry: Liske, H., Bur.-Ang., Wrangelstr. 72, H. 1 (164, 756, 384, 768)
directory-entry: Lischick, A., Kraftw.-Bes., Kegelhofstr. 9 (164, 444, 380, 456)
previous-page-fragment: 15 (74, 1568, 88, 1581)
directory-entry: Litzki, A., Poliz.-Beamt., Ellenbogen 12 (755, 1214, 965, 1226)
previous-page-fragment: 30 (74, 1075, 88, 1088)
directory-entry: Lithmann Wwe. E., Forsmannstr. 18, ☒ 39 (460, 1458, 687, 1470)
previous-page-fragment: H. (74, 959, 88, 972)
directory-entry: — Harry, Schloss., Düppelstr. 45, ☒ 30 (1050, 977, 1258, 989)
previous-page-fragment: s. 37 (61, 785, 88, 798)
directory-entry: Lisiewicz, Wwe. Bertha, Kreuzbrook 10 (164, 691, 376, 703)
directory-entry: — H., Arbtr., Reginestr. 8, H. 2, ☒ 27 (460, 980, 659, 992)
directory-entry: — Herm., Glasermstr., ☏ 43 38 12, Bellealliancestr. 27, ☒ 19 (164, 249, 451, 274)
directory-entry: — K. F., Hafenarb., Stellshoper Str. 161 (164, 1037, 377, 1049)
previous-page-fragment: Gro- (63, 1800, 88, 1813)
directory-entry: Lisner — (164, 899, 212, 911)
